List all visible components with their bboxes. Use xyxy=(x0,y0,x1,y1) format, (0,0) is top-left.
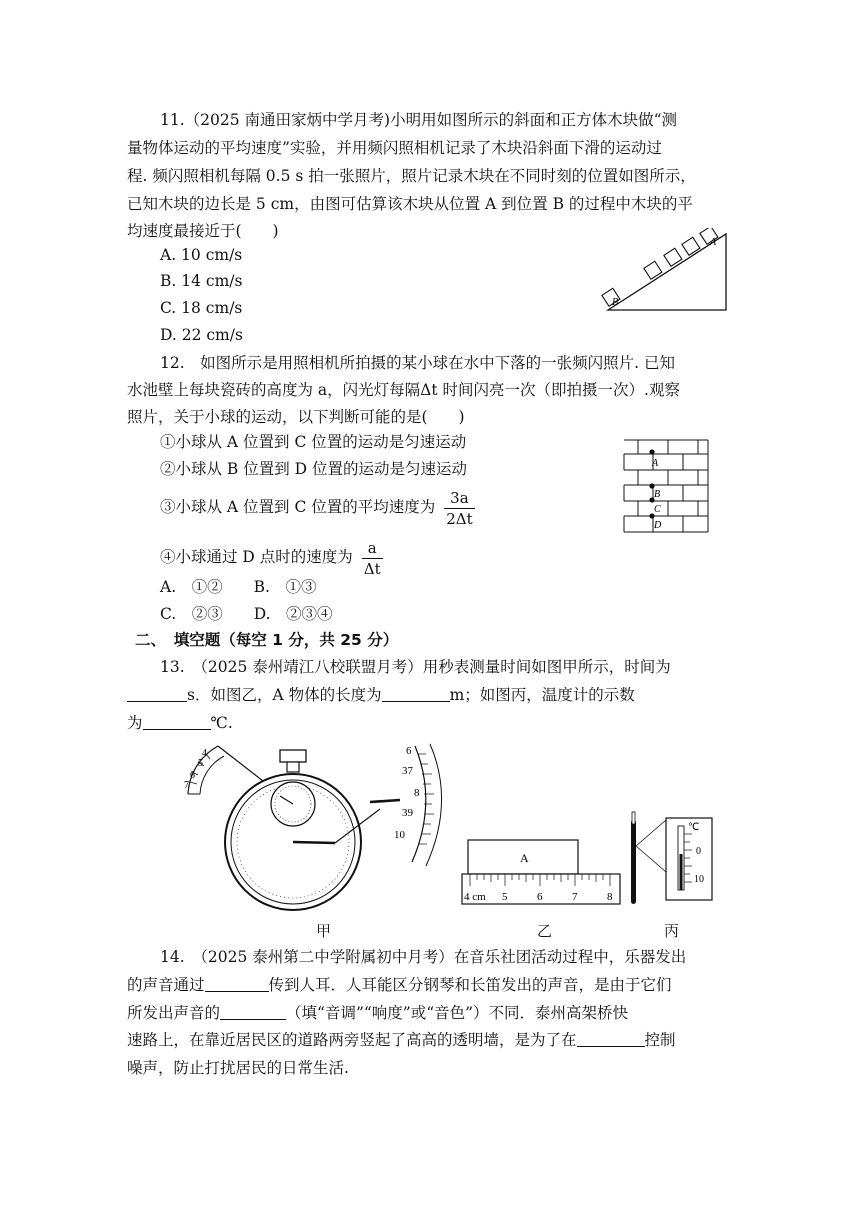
q13-line-3-suffix: ℃. xyxy=(210,714,233,732)
fraction-denominator: 2Δt xyxy=(446,509,473,528)
answer-blank-property[interactable] xyxy=(220,1003,286,1020)
thermometer-unit: ℃ xyxy=(688,822,700,833)
q12-statement-3 xyxy=(160,483,479,531)
ruler-tick-8: 8 xyxy=(607,891,613,903)
q13-line-3 xyxy=(127,713,233,733)
thermometer-tick-0: 0 xyxy=(696,846,701,857)
ruler-tick-6: 6 xyxy=(537,891,543,903)
q14-line-2-b: 传到人耳．人耳能区分钢琴和长笛发出的声音，是由于它们 xyxy=(268,976,672,994)
q14-line-5: 噪声，防止打扰居民的日常生活. xyxy=(127,1059,349,1077)
q11-line-4: 已知木块的边长是 5 cm，由图可估算该木块从位置 A 到位置 B 的过程中木块的平 xyxy=(127,195,693,213)
q14-line-4-a: 速路上，在靠近居民区的道路两旁竖起了高高的透明墙，是为了在 xyxy=(127,1031,577,1049)
scale-label-39: 39 xyxy=(402,807,413,819)
q14-line-2 xyxy=(127,975,672,995)
q13-line-3-prefix: 为 xyxy=(127,714,143,732)
q13-line-2 xyxy=(127,685,635,705)
q14-line-2-a: 的声音通过 xyxy=(127,976,205,994)
q11-line-1: 11.（2025 南通田家炳中学月考)小明用如图所示的斜面和正方体木块做“测 xyxy=(160,111,677,129)
answer-blank-time[interactable] xyxy=(127,685,187,702)
q14-line-3-b: （填“音调”“响度”或“音色”）不同．泰州高架桥快 xyxy=(286,1004,629,1022)
q14-line-4 xyxy=(127,1030,676,1050)
incline-label-b: B xyxy=(612,297,619,308)
q11-option-a: A. 10 cm/s xyxy=(160,246,243,264)
q14-line-3-a: 所发出声音的 xyxy=(127,1004,221,1022)
fraction-a-over-dt xyxy=(362,538,383,579)
brick-wall-figure xyxy=(622,438,710,536)
q11-option-b: B. 14 cm/s xyxy=(160,272,243,290)
q12-line-1: 12. 如图所示是用照相机所拍摄的某小球在水中下落的一张频闪照片. 已知 xyxy=(160,354,676,372)
stopwatch xyxy=(225,750,400,910)
curved-scale xyxy=(394,744,442,866)
fraction-numerator: 3a xyxy=(444,488,474,509)
ball-label-a: A xyxy=(652,458,659,469)
q13-line-2-b: m；如图丙，温度计的示数 xyxy=(449,686,635,704)
q12-statement-2: ②小球从 B 位置到 D 位置的运动是匀速运动 xyxy=(160,460,468,478)
scale-label-37: 37 xyxy=(402,765,413,777)
q11-line-5: 均速度最接近于( ) xyxy=(127,222,279,240)
answer-blank-medium[interactable] xyxy=(205,975,269,992)
section-header: 二、 填空题（每空 1 分，共 25 分） xyxy=(135,631,399,649)
q12-statement-4 xyxy=(160,533,387,581)
scale-label-10: 10 xyxy=(394,829,405,841)
q14-line-3 xyxy=(127,1003,628,1023)
ball-label-c: C xyxy=(654,504,661,515)
q12-statement-3-text: ③小球从 A 位置到 C 位置的平均速度为 xyxy=(160,498,436,516)
q12-options-row-1: A. ①② B. ①③ xyxy=(160,578,317,596)
q14-line-4-b: 控制 xyxy=(644,1031,676,1049)
q11-line-3: 程. 频闪照相机每隔 0.5 s 拍一张照片，照片记录木块在不同时刻的位置如图所示， xyxy=(127,167,696,185)
incline-figure xyxy=(600,228,735,316)
q13-line-1: 13. （2025 泰州靖江八校联盟月考）用秒表测量时间如图甲所示，时间为 xyxy=(160,658,671,676)
q13-figures xyxy=(180,742,720,912)
q11-option-d: D. 22 cm/s xyxy=(160,326,243,344)
fraction-3a-over-2dt xyxy=(444,488,474,529)
q12-options-row-2: C. ②③ D. ②③④ xyxy=(160,605,333,623)
ball-label-d: D xyxy=(654,520,662,531)
q11-option-c: C. 18 cm/s xyxy=(160,299,243,317)
fraction-numerator: a xyxy=(362,538,383,559)
answer-blank-temperature[interactable] xyxy=(143,713,211,730)
q11-line-2: 量物体运动的平均速度”实验，并用频闪照相机记录了木块沿斜面下滑的运动过 xyxy=(127,139,662,157)
q12-line-2: 水池壁上每块瓷砖的高度为 a，闪光灯每隔Δt 时间闪亮一次（即拍摄一次）.观察 xyxy=(127,381,680,399)
answer-blank-noise-control[interactable] xyxy=(577,1030,645,1047)
thermometer-figure xyxy=(631,812,712,904)
q13-line-2-a: s．如图乙，A 物体的长度为 xyxy=(187,686,382,704)
fraction-denominator: Δt xyxy=(363,559,381,578)
q12-statement-4-text: ④小球通过 D 点时的速度为 xyxy=(160,548,353,566)
figure-label-yi: 乙 xyxy=(537,922,553,940)
ruler-tick-4cm: 4 cm xyxy=(464,891,486,903)
q12-line-3: 照片，关于小球的运动，以下判断可能的是( ) xyxy=(127,408,465,426)
ruler-tick-5: 5 xyxy=(502,891,508,903)
dial-tick-7: 7 xyxy=(184,780,189,791)
dial-tick-6: 6 xyxy=(190,770,195,781)
q14-line-1: 14. （2025 泰州第二中学附属初中月考）在音乐社团活动过程中，乐器发出 xyxy=(160,948,687,966)
dial-tick-5: 5 xyxy=(198,758,203,769)
incline-label-a: A xyxy=(710,237,717,248)
thermometer-tick-10: 10 xyxy=(694,874,704,885)
ruler-figure xyxy=(462,840,620,904)
q12-statement-1: ①小球从 A 位置到 C 位置的运动是匀速运动 xyxy=(160,433,467,451)
ball-label-b: B xyxy=(654,489,661,500)
figure-label-jia: 甲 xyxy=(316,922,332,940)
block-label-a: A xyxy=(520,851,529,865)
answer-blank-length[interactable] xyxy=(382,685,450,702)
dial-tick-4: 4 xyxy=(202,748,207,759)
ruler-tick-7: 7 xyxy=(572,891,578,903)
scale-label-6: 6 xyxy=(406,745,412,757)
scale-label-8: 8 xyxy=(414,787,420,799)
figure-label-bing: 丙 xyxy=(664,922,680,940)
